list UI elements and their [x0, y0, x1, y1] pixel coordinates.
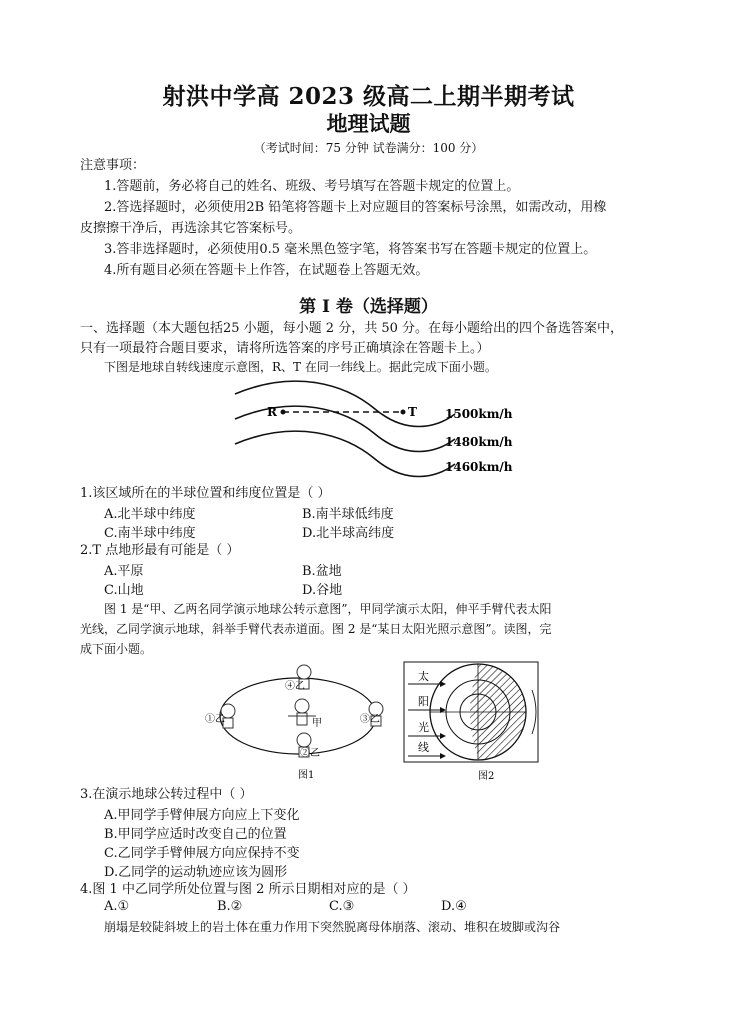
- center-label: 甲: [312, 718, 322, 729]
- notice-item: 皮擦擦干净后，再选涂其它答案标号。: [80, 221, 302, 236]
- position-label-2: ②乙: [300, 748, 320, 759]
- position-label-1: ①乙: [205, 714, 225, 725]
- option[interactable]: A.①: [104, 899, 130, 914]
- option[interactable]: A.甲同学手臂伸展方向应上下变化: [104, 808, 300, 823]
- figure-caption: 图2: [478, 771, 495, 782]
- speed-label: 1460km/h: [445, 460, 513, 474]
- notice-item: 2.答选择题时，必须使用2B 铅笔将答题卡上对应题目的答案标号涂黑，如需改动，用橡: [104, 200, 607, 215]
- rotation-speed-figure: [225, 374, 525, 484]
- position-label-3: ③乙: [360, 714, 380, 725]
- option[interactable]: D.北半球高纬度: [302, 526, 395, 541]
- option[interactable]: C.乙同学手臂伸展方向应保持不变: [104, 846, 300, 861]
- latitude-line-1500: [235, 381, 455, 426]
- question-intro: 崩塌是较陡斜坡上的岩土体在重力作用下突然脱离母体崩落、滚动、堆积在坡脚或沟谷: [104, 920, 561, 934]
- instruction-line: 一、选择题（本大题包括25 小题，每小题 2 分，共 50 分。在每小题给出的四个备选答案中，: [80, 321, 624, 336]
- option[interactable]: D.④: [441, 899, 467, 914]
- question-stem: 1.该区域所在的半球位置和纬度位置是（ ）: [80, 486, 331, 501]
- figure-caption: 图1: [298, 770, 315, 781]
- option[interactable]: C.山地: [104, 583, 144, 598]
- question-intro: 图 1 是“甲、乙两名同学演示地球公转示意图”，甲同学演示太阳，伸平手臂代表太阳: [104, 602, 552, 616]
- question-intro: 成下面小题。: [80, 642, 153, 656]
- orbit-demo-figure: [200, 656, 395, 784]
- option[interactable]: D.乙同学的运动轨迹应该为圆形: [104, 865, 288, 880]
- option[interactable]: B.南半球低纬度: [302, 507, 394, 522]
- option[interactable]: C.南半球中纬度: [104, 526, 196, 541]
- option[interactable]: A.北半球中纬度: [104, 507, 196, 522]
- notice-item: 3.答非选择题时，必须使用0.5 毫米黑色签字笔，将答案书写在答题卡规定的位置上。: [104, 242, 597, 257]
- point-r-marker: [281, 410, 286, 415]
- point-t-marker: [401, 410, 406, 415]
- question-stem: 2.T 点地形最有可能是（ ）: [80, 543, 240, 558]
- question-stem: 3.在演示地球公转过程中（ ）: [80, 787, 253, 802]
- point-r-label: R: [267, 405, 277, 419]
- point-t-label: T: [408, 405, 417, 419]
- question-intro: 下图是地球自转线速度示意图，R、T 在同一纬线上。据此完成下面小题。: [104, 360, 497, 374]
- notice-heading: 注意事项：: [80, 158, 146, 173]
- notice-item: 1.答题前，务必将自己的姓名、班级、考号填写在答题卡规定的位置上。: [104, 179, 520, 194]
- exam-title: 射洪中学高 2023 级高二上期半期考试: [162, 83, 575, 110]
- sunlight-char: 阳: [418, 695, 429, 708]
- sunlight-char: 光: [418, 721, 429, 734]
- option[interactable]: C.③: [329, 899, 355, 914]
- exam-subject: 地理试题: [326, 111, 411, 136]
- speed-label: 1500km/h: [445, 407, 513, 421]
- section-title: 第 I 卷（选择题）: [299, 297, 438, 317]
- latitude-line-1460: [235, 431, 455, 476]
- speed-label: 1480km/h: [445, 435, 513, 449]
- option[interactable]: B.甲同学应适时改变自己的位置: [104, 827, 287, 842]
- question-stem: 4.图 1 中乙同学所处位置与图 2 所示日期相对应的是（ ）: [80, 882, 416, 897]
- sunlight-char: 太: [418, 670, 429, 683]
- option[interactable]: D.谷地: [302, 583, 343, 598]
- option[interactable]: B.②: [217, 899, 243, 914]
- sunlight-figure: [400, 660, 545, 784]
- position-label-4: ④乙: [285, 681, 305, 692]
- instruction-line: 只有一项最符合题目要求，请将所选答案的序号正确填涂在答题卡上。）: [80, 341, 490, 356]
- option[interactable]: A.平原: [104, 564, 144, 579]
- sunlight-char: 线: [418, 741, 429, 754]
- rotation-arrow: [532, 690, 536, 734]
- notice-item: 4.所有题目必须在答题卡上作答，在试题卷上答题无效。: [104, 263, 429, 278]
- option[interactable]: B.盆地: [302, 564, 342, 579]
- question-intro: 光线，乙同学演示地球，斜举手臂代表赤道面。图 2 是“某日太阳光照示意图”。读图，完: [80, 622, 552, 636]
- exam-info: （考试时间：75 分钟 试卷满分：100 分）: [253, 141, 484, 155]
